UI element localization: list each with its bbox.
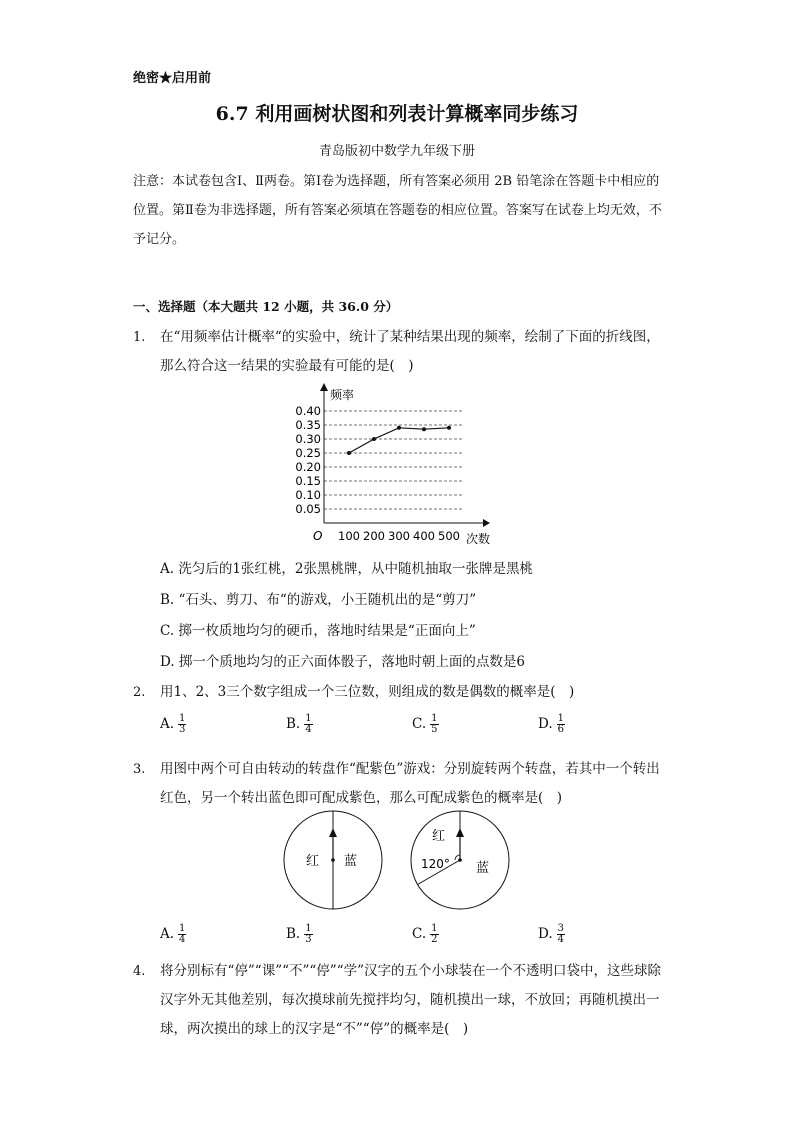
y-tick-label: 0.25 — [295, 446, 321, 460]
fraction: $\frac{1}{2}$ — [431, 923, 438, 945]
fraction: $\frac{1}{3}$ — [179, 713, 186, 735]
fraction: $\frac{1}{5}$ — [431, 713, 438, 735]
frequency-line-chart — [290, 380, 500, 550]
spinner-2-angle-label: 120° — [421, 857, 450, 871]
y-tick-label: 0.15 — [295, 474, 321, 488]
spinner-1 — [284, 811, 382, 909]
x-tick-label: 500 — [438, 529, 460, 543]
spinner-figure — [280, 810, 530, 918]
question-4-number: 4. — [133, 964, 146, 979]
y-axis-label: 频率 — [330, 388, 355, 402]
x-tick-label: 200 — [363, 529, 385, 543]
y-tick-label: 0.20 — [295, 460, 321, 474]
q2-option-c[interactable]: C. $\frac{1}{5}$ — [412, 713, 438, 735]
y-tick-label: 0.35 — [295, 418, 321, 432]
question-3-text: 用图中两个可自由转动的转盘作“配紫色”游戏：分别旋转两个转盘，若其中一个转出红色，另一个转出蓝色即可配成紫色，那么可配成紫色的概率是( ) — [160, 761, 660, 806]
origin-label: O — [313, 529, 323, 543]
fraction: $\frac{1}{3}$ — [305, 923, 312, 945]
x-tick-label: 100 — [338, 529, 360, 543]
q3-option-c[interactable]: C. $\frac{1}{2}$ — [412, 923, 438, 945]
q2-option-a[interactable]: A. $\frac{1}{3}$ — [160, 713, 186, 735]
spinner-2-blue-label: 蓝 — [476, 861, 490, 876]
data-point — [397, 426, 401, 430]
y-tick-label: 0.10 — [295, 488, 321, 502]
frequency-series-line — [349, 428, 449, 453]
fraction: $\frac{1}{4}$ — [305, 713, 312, 735]
q2-option-b[interactable]: B. $\frac{1}{4}$ — [286, 713, 312, 735]
q3-option-d[interactable]: D. $\frac{3}{4}$ — [538, 923, 565, 945]
fraction: $\frac{1}{6}$ — [557, 713, 565, 735]
data-point — [372, 437, 376, 441]
spinner-2 — [411, 811, 509, 909]
y-tick-label: 0.40 — [295, 404, 321, 418]
question-4-text: 将分别标有“停”“课”“不”“停”“学”汉字的五个小球装在一个不透明口袋中，这些球除汉字外无其他差别，每次摸球前先搅拌均匀，随机摸出一球，不放回；再随机摸出一球，两次摸出的球上的汉字是“不”“停”的概率是( ) — [160, 963, 662, 1037]
y-tick-label: 0.05 — [295, 502, 321, 516]
section-heading: 一、选择题（本大题共 12 小题，共 36.0 分） — [133, 299, 399, 314]
spinner-1-red-label: 红 — [306, 854, 320, 869]
data-point — [447, 426, 451, 430]
exam-notice: 注意：本试卷包含Ⅰ、Ⅱ两卷。第Ⅰ卷为选择题，所有答案必须用 2B 铅笔涂在答题卡中相应的位置。第Ⅱ卷为非选择题，所有答案必须填在答题卷的相应位置。答案写在试卷上均无效，不予记分。 — [133, 174, 662, 247]
spinner-2-red-label: 红 — [432, 829, 446, 844]
secret-label: 绝密★启用前 — [133, 71, 212, 86]
x-axis-arrow — [483, 519, 490, 527]
chart-grid — [324, 411, 462, 509]
q3-option-b[interactable]: B. $\frac{1}{3}$ — [286, 923, 312, 945]
data-point — [422, 427, 426, 431]
x-axis-label: 次数 — [466, 532, 491, 546]
question-1-text: 在“用频率估计概率“的实验中，统计了某种结果出现的频率，绘制了下面的折线图，那么符合这一结果的实验最有可能的是( ) — [160, 329, 660, 374]
data-point — [347, 451, 351, 455]
fraction: $\frac{3}{4}$ — [557, 923, 565, 945]
page-title: 6.7 利用画树状图和列表计算概率同步练习 — [215, 103, 579, 125]
y-axis-arrow — [320, 383, 328, 391]
q1-option-d[interactable]: D. 掷一个质地均匀的正六面体骰子，落地时朝上面的点数是6 — [160, 654, 526, 670]
x-tick-label: 400 — [413, 529, 435, 543]
question-3-number: 3. — [133, 762, 146, 777]
fraction: $\frac{1}{4}$ — [179, 923, 186, 945]
q2-option-d[interactable]: D. $\frac{1}{6}$ — [538, 713, 565, 735]
question-1-number: 1. — [133, 330, 146, 345]
spinner-1-arrow-icon — [329, 828, 337, 837]
spinner-2-arrow-icon — [456, 828, 464, 837]
q1-option-b[interactable]: B. “石头、剪刀、布“的游戏，小王随机出的是“剪刀” — [160, 592, 477, 608]
page-subtitle: 青岛版初中数学九年级下册 — [318, 144, 475, 159]
question-2-number: 2. — [133, 685, 146, 700]
spinner-1-blue-label: 蓝 — [344, 854, 358, 869]
q1-option-a[interactable]: A. 洗匀后的1张红桃，2张黑桃牌，从中随机抽取一张牌是黑桃 — [160, 561, 534, 577]
q3-option-a[interactable]: A. $\frac{1}{4}$ — [160, 923, 186, 945]
y-tick-label: 0.30 — [295, 432, 321, 446]
question-2-text: 用1、2、3三个数字组成一个三位数，则组成的数是偶数的概率是( ) — [160, 684, 575, 700]
q1-option-c[interactable]: C. 掷一枚质地均匀的硬币，落地时结果是“正面向上” — [160, 623, 476, 639]
x-tick-label: 300 — [388, 529, 410, 543]
